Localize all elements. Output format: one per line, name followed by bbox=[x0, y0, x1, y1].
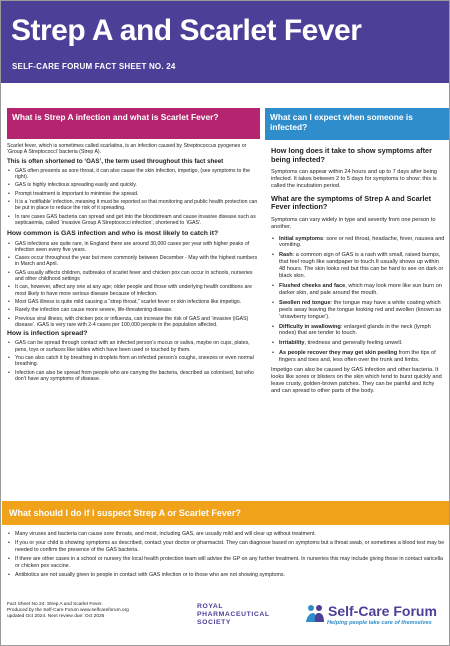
symptom-item bbox=[271, 350, 445, 364]
symptom-item bbox=[271, 283, 445, 297]
symptom-text: : sore or red throat, headache, fever, nausea and vomiting. bbox=[279, 235, 445, 249]
heading-how-long: How long does it take to show symptoms after being infected? bbox=[271, 146, 432, 164]
fact-sheet-subtitle: SELF-CARE FORUM FACT SHEET NO. 24 bbox=[12, 62, 176, 71]
advice-list bbox=[7, 531, 445, 578]
facts-list bbox=[7, 168, 260, 226]
heading-how-spread: How is infection spread? bbox=[7, 330, 88, 338]
symptom-label: Rash bbox=[279, 252, 293, 259]
title-banner bbox=[1, 1, 449, 83]
symptom-text: : a common sign of GAS is a rash with small, raised bumps, that feel rough like sandpaper to touch.It usually shows up within 48 hours. The skin looks red but this can be hard to see on dark or black skin. bbox=[279, 252, 444, 280]
list-item: • Rarely the infection can cause more severe, life-threatening disease. bbox=[7, 307, 260, 313]
list-item: • If you or your child is showing symptoms as described, contact your doctor or pharmacist. They can diagnose based on symptoms but a throat swab, or sometimes a blood test may be needed to confirm the presence of the GAS bacteria. bbox=[7, 540, 445, 553]
section-heading-what-is: What is Strep A infection and what is Scarlet Fever? bbox=[7, 108, 260, 139]
list-item: • GAS can be spread through contact with an infected person’s mucus or saliva, maybe on cups, plates, pens, toys or surfaces like tables which have been used or touched by them. bbox=[7, 340, 260, 353]
list-item: • Most GAS illness is quite mild causing a “strep throat,” scarlet fever or skin infections like impetigo. bbox=[7, 299, 260, 305]
impetigo-paragraph: Impetigo can also be caused by GAS infection and other bacteria. It looks like sores or blisters on the skin which tend to burst quickly and leave crusty, golden-brown patches. They can be painful and itchy and can spread to other parts of the body. bbox=[271, 367, 442, 394]
spread-list bbox=[7, 340, 260, 382]
symptom-item bbox=[271, 236, 445, 250]
incubation-paragraph: Symptoms can appear within 24 hours and up to 7 days after being infected. It takes between 2 to 5 days for symptoms to show: this is called the incubation period. bbox=[271, 169, 438, 189]
list-item: • GAS often presents as sore throat, it can also cause the skin infection, impetigo, (see symptoms to the right). bbox=[7, 168, 260, 181]
right-column bbox=[271, 144, 445, 400]
list-item: • If there are other cases in a school or nursery the local health protection team will advise the GP on any further treatment. In nurseries this may include giving those in contact varicella or chicken pox vaccine. bbox=[7, 556, 445, 569]
symptoms-intro: Symptoms can vary widely in type and severity from one person to another. bbox=[271, 216, 436, 230]
rps-logo-line: PHARMACEUTICAL bbox=[197, 611, 270, 618]
footer-credits bbox=[7, 602, 137, 620]
symptom-text: : enlarged glands in the neck (lymph nodes) that are tender to touch. bbox=[279, 323, 431, 337]
self-care-forum-logo bbox=[301, 601, 449, 631]
page-title: Strep A and Scarlet Fever bbox=[11, 14, 362, 47]
list-item: • It can, however, affect any one at any age; older people and those with underlying health conditions are most likely to have more serious disease because of infection. bbox=[7, 284, 260, 297]
symptom-label: Difficulty in swallowing bbox=[279, 323, 341, 330]
list-item: • Prompt treatment is important to minimise the spread. bbox=[7, 191, 260, 197]
symptom-text: , which may look more like sun burn on darker skin, and pale around the mouth. bbox=[279, 282, 442, 296]
list-item: • GAS usually affects children, outbreaks of scarlet fever and chicken pox can occur in schools, nurseries and other childhood settings bbox=[7, 270, 260, 283]
symptom-label: Flushed cheeks and face bbox=[279, 282, 346, 289]
heading-how-common: How common is GAS infection and who is most likely to catch it? bbox=[7, 230, 219, 238]
list-item: • GAS is highly infectious spreading easily and quickly. bbox=[7, 182, 260, 188]
list-item: • Cases occur throughout the year but more commonly between December - May with the highest numbers in March and April. bbox=[7, 255, 260, 268]
symptom-text: , tiredness and generally feeling unwell. bbox=[304, 340, 403, 347]
symptom-text: from the tips of fingers and toes and, less often over the trunk and limbs. bbox=[279, 350, 436, 364]
list-item: • You can also catch it by breathing in droplets from an infected person’s coughs, sneezes or even normal breathing. bbox=[7, 355, 260, 368]
symptom-item bbox=[271, 252, 445, 280]
scf-tagline: Helping people take care of themselves bbox=[327, 620, 432, 626]
footer-line: Produced by the Self-Care Forum www.selfcareforum.org bbox=[7, 608, 129, 613]
gas-note: This is often shortened to ‘GAS’, the term used throughout this fact sheet bbox=[7, 157, 224, 165]
symptom-text: : the tongue may have a white coating which peels away leaving the tongue looking red and swollen (known as ‘strawberry tongue’). bbox=[279, 299, 442, 320]
footer-line: Fact Sheet No 24: Strep A and Scarlet Fever. bbox=[7, 602, 103, 607]
symptom-item bbox=[271, 340, 445, 347]
list-item: • Infection can also be spread from people who are carrying the bacteria, described as colonised, but who don’t have any symptoms of disease. bbox=[7, 370, 260, 383]
symptom-label: Initial symptoms bbox=[279, 235, 324, 242]
footer-line: updated Oct 2024. Next review due: Oct 2026 bbox=[7, 614, 105, 619]
list-item: • In rare cases GAS bacteria can spread and get into the bloodstream and cause invasive disease such as septicaemia, called ‘invasive Group A Streptococci infection’, shortened to ‘iGAS’. bbox=[7, 214, 260, 227]
advice-section bbox=[7, 531, 445, 581]
list-item: • It is a ‘notifiable’ infection, meaning it must be reported so that monitoring and public health protection can be put in place to reduce the risk of it spreading. bbox=[7, 199, 260, 212]
list-item: • Previous viral illness, with chicken pox or influenza, can increase the risk of GAS and ‘invasive (iGAS) disease’. iGAS is very rare with 2-4 cases per 100,000 people in the population affected. bbox=[7, 316, 260, 329]
symptom-label: As people recover they may get skin peeling bbox=[279, 350, 398, 357]
list-item: • GAS infections are quite rare, in England there are around 30,000 cases per year with higher peaks of infection seen every five years. bbox=[7, 241, 260, 254]
section-heading-what-to-expect: What can I expect when someone is infected? bbox=[265, 108, 449, 140]
symptom-label: Swollen red tongue bbox=[279, 299, 331, 306]
symptoms-list bbox=[271, 236, 445, 365]
heading-symptoms: What are the symptoms of Strep A and Scarlet Fever infection? bbox=[271, 193, 432, 212]
list-item: • Antibiotics are not usually given to people in contact with GAS infection or to those who are not showing symptoms. bbox=[7, 572, 445, 578]
self-care-forum-logo-icon bbox=[303, 603, 327, 623]
intro-paragraph: Scarlet fever, which is sometimes called scarlatina, is an infection caused by Streptococcus pyogenes or ‘Group A Streptococci’ bacteria (Strep A). bbox=[7, 143, 247, 156]
common-list bbox=[7, 241, 260, 329]
left-column bbox=[7, 143, 260, 384]
rps-logo-line: ROYAL bbox=[197, 603, 224, 610]
symptom-label: Irritability bbox=[279, 340, 305, 347]
rps-logo-line: SOCIETY bbox=[197, 619, 232, 626]
symptom-item bbox=[271, 300, 445, 321]
symptom-item bbox=[271, 324, 445, 338]
scf-title: Self-Care Forum bbox=[328, 603, 437, 619]
section-heading-what-to-do: What should I do if I suspect Strep A or Scarlet Fever? bbox=[2, 501, 449, 525]
list-item: • Many viruses and bacteria can cause sore throats, and most, including GAS, are usually mild and will clear up without treatment. bbox=[7, 531, 445, 537]
rps-logo bbox=[197, 603, 270, 627]
